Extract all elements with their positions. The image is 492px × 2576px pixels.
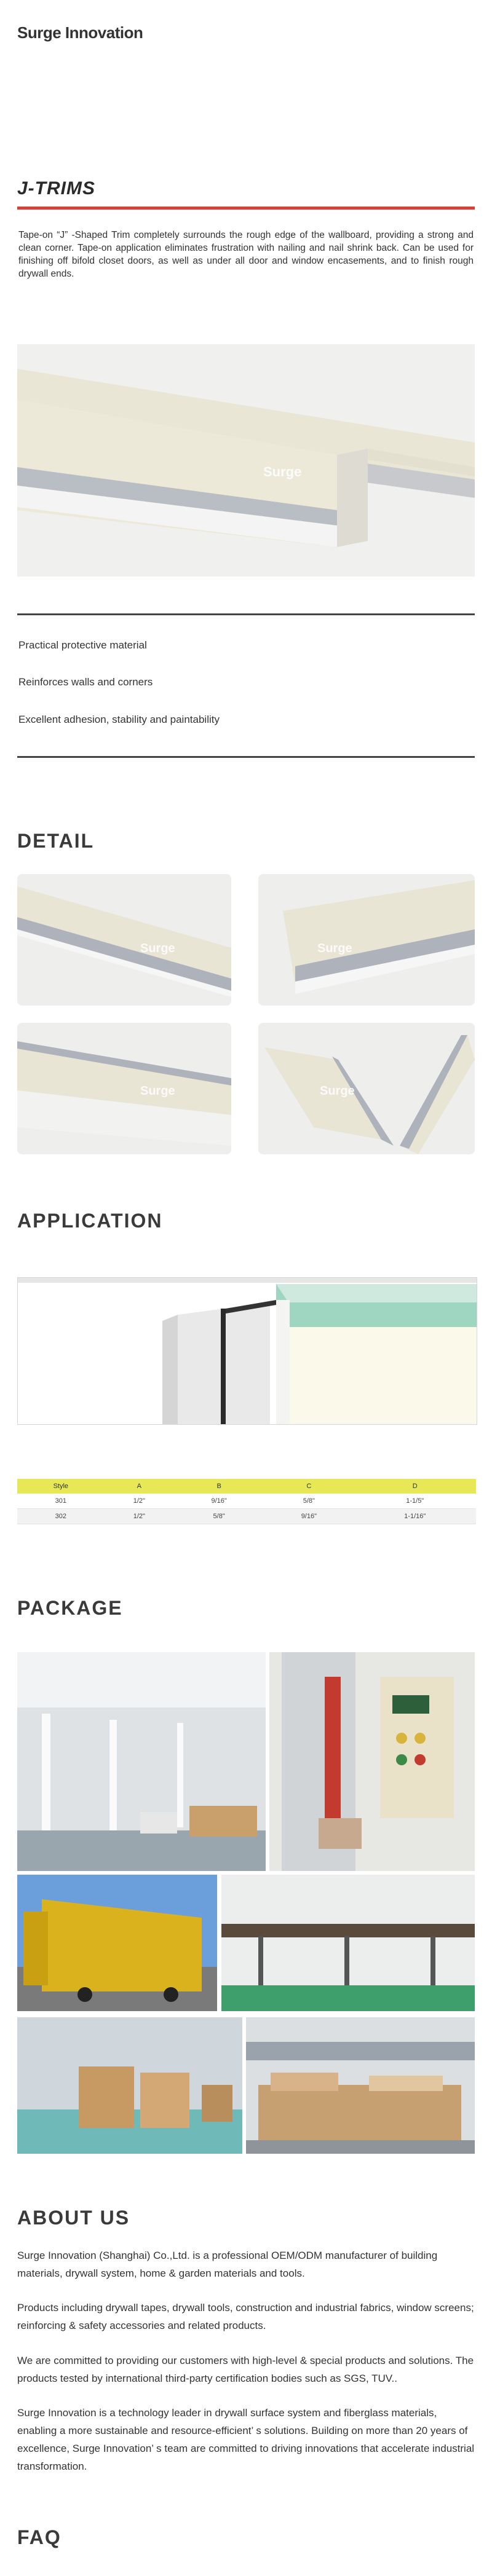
hero-product-photo (17, 344, 475, 577)
watermark-text: Surge (263, 464, 302, 479)
watermark-text: Surge (320, 1084, 355, 1098)
table-row (17, 1509, 476, 1524)
table-cell: 1/2" (105, 1494, 174, 1509)
detail-photo-2 (258, 874, 475, 1006)
warehouse-photo (17, 1652, 266, 1871)
product-intro: Tape-on “J” -Shaped Trim completely surrounds the rough edge of the wallboard, providing a strong and clean corner. Tape-on application eliminates frustration with nailing and nail shrink back. Can be used for finishing off bifold closet doors, as well as under all door and window encasements, and to finish rough drywall ends. (18, 230, 474, 279)
watermark-text: Surge (140, 942, 175, 955)
spec-col-header: D (354, 1479, 476, 1494)
section-title-application: APPLICATION (17, 1210, 163, 1232)
spec-table-header (17, 1479, 476, 1494)
about-paragraph: We are committed to providing our customers with high-level & special products and solutions. The products tested by international third-party certification bodies such as SGS, TUV.. (17, 2355, 474, 2384)
table-cell: 5/8" (174, 1509, 264, 1524)
detail-photo-1 (17, 874, 231, 1006)
spec-col-header: B (174, 1479, 264, 1494)
section-title-about: ABOUT US (17, 2207, 130, 2229)
about-paragraph: Surge Innovation (Shanghai) Co.,Ltd. is a professional OEM/ODM manufacturer of building materials, drywall system, home & garden materials and tools. (17, 2250, 438, 2279)
features-top-divider (17, 613, 475, 615)
container-truck-photo (17, 1875, 217, 2011)
stacked-boxes-photo (246, 2017, 475, 2154)
brand-logo-text[interactable]: Surge Innovation (17, 23, 143, 42)
about-paragraph: Surge Innovation is a technology leader in drywall surface system and fiberglass materials, enabling a more sustainable and resource-efficient’ s solutions. Building on more than 20 years of excellence, Surge Innovation’ s team are committed to driving innovations that accelerate industrial transformation. (17, 2407, 475, 2472)
detail-photo-4 (258, 1023, 475, 1154)
table-cell: 302 (17, 1509, 105, 1524)
table-cell: 9/16" (174, 1494, 264, 1509)
table-cell: 301 (17, 1494, 105, 1509)
feature-item: Reinforces walls and corners (18, 676, 153, 688)
table-cell: 9/16" (264, 1509, 354, 1524)
spec-col-header: A (105, 1479, 174, 1494)
features-bottom-divider (17, 756, 475, 758)
machine-photo (269, 1652, 475, 1871)
detail-photo-3 (17, 1023, 231, 1154)
title-underline (17, 207, 475, 210)
section-title-package: PACKAGE (17, 1597, 123, 1619)
pallet-boxes-photo (17, 2017, 242, 2154)
application-illustration (17, 1277, 477, 1425)
table-cell: 5/8" (264, 1494, 354, 1509)
table-cell: 1-1/5" (354, 1494, 476, 1509)
spec-col-header: C (264, 1479, 354, 1494)
section-title-faq: FAQ (17, 2526, 62, 2548)
section-title-detail: DETAIL (17, 830, 95, 852)
mezzanine-warehouse-photo (221, 1875, 475, 2011)
spec-table (17, 1479, 476, 1524)
watermark-text: Surge (140, 1084, 175, 1098)
spec-col-header: Style (17, 1479, 105, 1494)
table-cell: 1/2" (105, 1509, 174, 1524)
feature-item: Excellent adhesion, stability and paintability (18, 714, 220, 725)
product-title: J-TRIMS (17, 178, 95, 199)
table-row (17, 1494, 476, 1509)
feature-item: Practical protective material (18, 639, 147, 651)
about-paragraph: Products including drywall tapes, drywall tools, construction and industrial fabrics, window screens; reinforcing & safety accessories and related products. (17, 2302, 474, 2331)
watermark-text: Surge (317, 942, 352, 955)
table-cell: 1-1/16" (354, 1509, 476, 1524)
